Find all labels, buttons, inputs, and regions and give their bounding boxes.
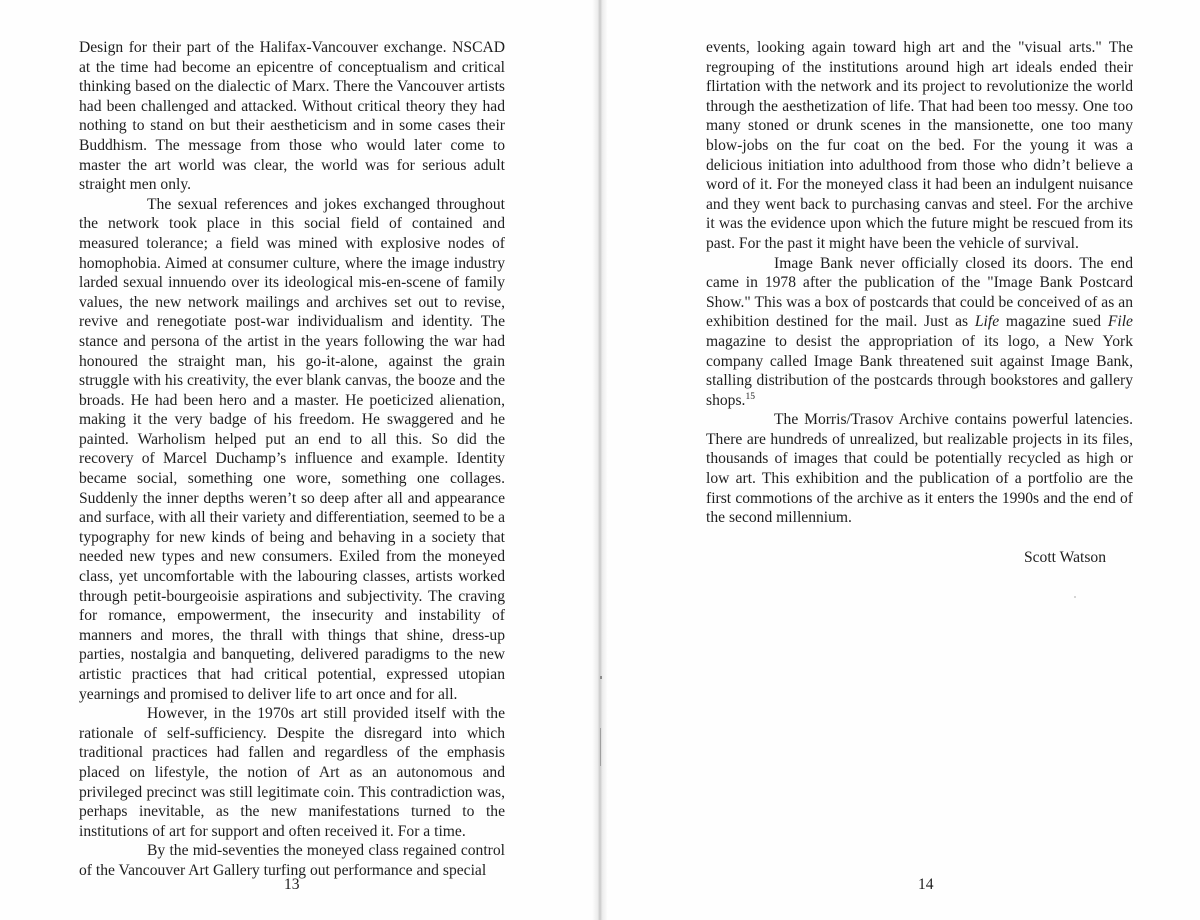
right-page	[602, 0, 1200, 920]
paragraph: However, in the 1970s art still provided itself with the rationale of self-sufficiency. Despite the disregard into which traditional practices had fallen and regardless of the emphasis placed on lifestyle, the notion of Art as an autonomous and privileged precinct was still legitimate coin. This contradiction was, perhaps inevitable, as the new manifestations turned to the institutions of art for support and often received it. For a time.	[79, 705, 505, 840]
paragraph	[706, 254, 1133, 411]
paragraph: The Morris/Trasov Archive contains powerful latencies. There are hundreds of unrealized, but realizable projects in its files, thousands of images that could be potentially recycled as high or low art. This exhibition and the publication of a portfolio are the first commotions of the archive as it enters the 1990s and the end of the second millennium.	[706, 411, 1133, 527]
left-page	[0, 0, 598, 920]
paragraph-text: Image Bank never officially closed its doors. The end came in 1978 after the publication of the "Image Bank Postcard Show." This was a box of postcards that could be conceived of as an exhibition destined for the mail. Just as	[706, 254, 1133, 331]
paragraph: The sexual references and jokes exchanged throughout the network took place in this social field of contained and measured tolerance; a field was mined with explosive nodes of homophobia. Aimed at consumer culture, where the image industry larded sexual innuendo over its ideological mis-en-scene of family values, the new network mailings and archives set out to revise, revive and renegotiate post-war individualism and identity. The stance and persona of the artist in the years following the war had honoured the straight man, his go-it-alone, against the grain struggle with his creativity, the ever blank canvas, the booze and the broads. He had been hero and a master. He poeticized alienation, making it the very badge of his freedom. He swaggered and he painted. Warholism helped put an end to all this. So did the recovery of Marcel Duchamp’s influence and example. Identity became social, something one wore, something one collages. Suddenly the inner depths weren’t so deep after all and appearance and surface, with all their variety and differentiation, seemed to be a typography for new kinds of being and behaving in a society that needed new types and new consumers. Exiled from the moneyed class, yet uncomfortable with the labouring classes, artists worked through petit-bourgeoisie aspirations and subjectivity. The craving for romance, empowerment, the insecurity and instability of manners and mores, the thrall with things that shine, dress-up parties, nostalgia and banqueting, delivered paradigms to the new artistic practices that had critical potential, expressed utopian yearnings and promised to deliver life to art once and for all.	[79, 195, 505, 703]
right-page-body	[706, 38, 1133, 528]
footnote-marker: 15	[745, 391, 755, 402]
page-number: 14	[918, 876, 934, 893]
page-number: 13	[284, 876, 300, 893]
italic-title-file: File	[1107, 313, 1133, 331]
paragraph: events, looking again toward high art and the "visual arts." The regrouping of the institutions around high art ideals ended their flirtation with the network and its project to revolutionize the world through the aesthetization of life. That had been too messy. One too many stoned or drunk scenes in the mansionette, one too many blow-jobs on the fur coat on the bed. For the young it was a delicious initiation into adulthood from those who didn’t believe a word of it. For the moneyed class it had been an indulgent nuisance and they went back to purchasing canvas and steel. For the archive it was the evidence upon which the future might be rescued from its past. For the past it might have been the vehicle of survival.	[706, 39, 1133, 252]
paragraph: Design for their part of the Halifax-Vancouver exchange. NSCAD at the time had become an epicentre of conceptualism and critical thinking based on the dialectic of Marx. There the Vancouver artists had been challenged and attacked. Without critical theory they had nothing to stand on but their aestheticism and in some cases their Buddhism. The message from those who would later come to master the art world was clear, the world was for serious adult straight men only.	[79, 39, 505, 194]
paper-speck	[1074, 596, 1076, 598]
paper-speck	[600, 676, 602, 679]
italic-title-life: Life	[974, 313, 1000, 331]
paragraph-text: magazine sued	[999, 313, 1108, 331]
left-page-body	[79, 38, 505, 881]
paper-speck	[600, 728, 601, 766]
book-gutter	[592, 0, 608, 920]
author-signature: Scott Watson	[1023, 549, 1106, 566]
paragraph: By the mid-seventies the moneyed class regained control of the Vancouver Art Gallery turfing out performance and special	[79, 842, 505, 879]
paragraph-text: magazine to desist the appropriation of its logo, a New York company called Image Bank threatened suit against Image Bank, stalling distribution of the postcards through bookstores and gallery shops.	[706, 332, 1133, 409]
